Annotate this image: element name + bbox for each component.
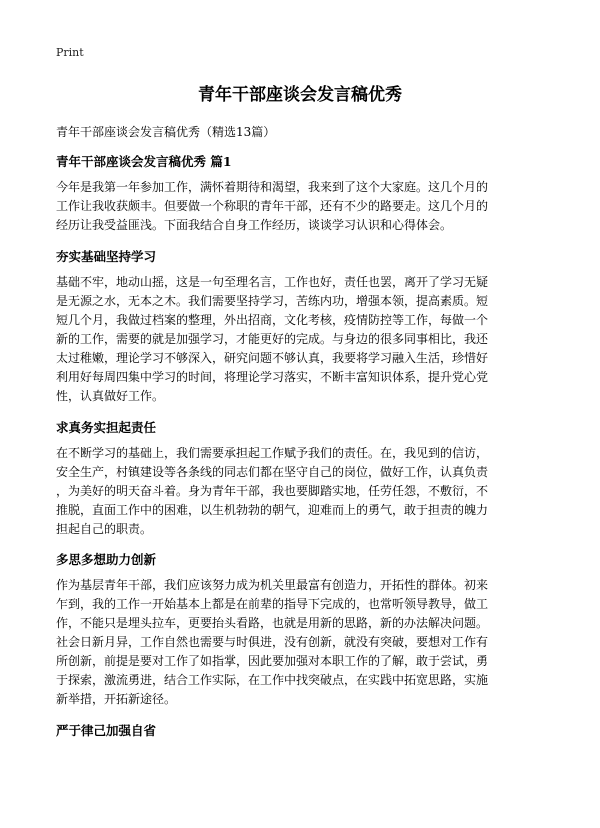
paragraph-line: 新的工作，需要的就是加强学习，才能更好的完成。与身边的很多同事相比，我还	[56, 332, 489, 346]
print-link[interactable]: Print	[56, 46, 84, 59]
section-heading-3: 多思多想助力创新	[56, 552, 157, 567]
section-paragraph-1	[56, 273, 548, 406]
paragraph-line: 今年是我第一年参加工作，满怀着期待和渴望，我来到了这个大家庭。这几个月的	[56, 180, 489, 194]
section-heading-1: 夯实基础坚持学习	[56, 249, 157, 264]
section-heading-4: 严于律己加强自省	[56, 723, 157, 738]
paragraph-line: 经历让我受益匪浅。下面我结合自身工作经历，谈谈学习认识和心得体会。	[56, 218, 453, 232]
paragraph-line: 社会日新月异，工作自然也需要与时俱进，没有创新，就没有突破，要想对工作有	[56, 635, 489, 649]
paragraph-line: 所创新，前提是要对工作了如指掌，因此要加强对本职工作的了解，敢于尝试，勇	[56, 654, 489, 668]
document-subtitle: 青年干部座谈会发言稿优秀（精选13篇）	[56, 125, 276, 139]
paragraph-line: ，为美好的明天奋斗着。身为青年干部，我也要脚踏实地，任劳任怨，不敷衍，不	[56, 484, 489, 498]
section-paragraph-3	[56, 576, 548, 709]
paragraph-line: 乍到，我的工作一开始基本上都是在前辈的指导下完成的，也常听领导教导，做工	[56, 597, 489, 611]
paragraph-line: 利用好每周四集中学习的时间，将理论学习落实，不断丰富知识体系，提升党心党	[56, 370, 489, 384]
paragraph-line: 在不断学习的基础上，我们需要承担起工作赋予我们的责任。在，我见到的信访，	[56, 446, 489, 460]
paragraph-line: 工作让我收获颇丰。但要做一个称职的青年干部，还有不少的路要走。这几个月的	[56, 199, 489, 213]
paragraph-line: 是无源之水，无本之木。我们需要坚持学习，苦练内功，增强本领，提高素质。短	[56, 294, 489, 308]
section-paragraph-2	[56, 444, 548, 539]
paragraph-line: 作，不能只是埋头拉车，更要抬头看路，也就是用新的思路，新的办法解决问题。	[56, 616, 489, 630]
section-heading-2: 求真务实担起责任	[56, 420, 157, 435]
paragraph-line: 新举措，开拓新途径。	[56, 692, 177, 706]
paragraph-line: 性，认真做好工作。	[56, 389, 165, 403]
paragraph-line: 作为基层青年干部，我们应该努力成为机关里最富有创造力，开拓性的群体。初来	[56, 578, 489, 592]
paragraph-line: 安全生产，村镇建设等各条线的同志们都在坚守自己的岗位，做好工作，认真负责	[56, 465, 489, 479]
intro-paragraph	[56, 178, 548, 235]
paragraph-line: 推脱，直面工作中的困难，以生机勃勃的朝气，迎难而上的勇气，敢于担责的魄力	[56, 503, 489, 517]
article-heading: 青年干部座谈会发言稿优秀 篇1	[56, 154, 232, 169]
paragraph-line: 基础不牢，地动山摇，这是一句至理名言，工作也好，责任也罢，离开了学习无疑	[56, 275, 489, 289]
paragraph-line: 于探索，激流勇进，结合工作实际，在工作中找突破点，在实践中拓宽思路，实施	[56, 673, 489, 687]
paragraph-line: 短几个月，我做过档案的整理，外出招商，文化考核，疫情防控等工作，每做一个	[56, 313, 489, 327]
paragraph-line: 太过稚嫩，理论学习不够深入，研究问题不够认真，我要将学习融入生活，珍惜好	[56, 351, 489, 365]
paragraph-line: 担起自己的职责。	[56, 522, 153, 536]
page-title: 青年干部座谈会发言稿优秀	[198, 85, 402, 105]
